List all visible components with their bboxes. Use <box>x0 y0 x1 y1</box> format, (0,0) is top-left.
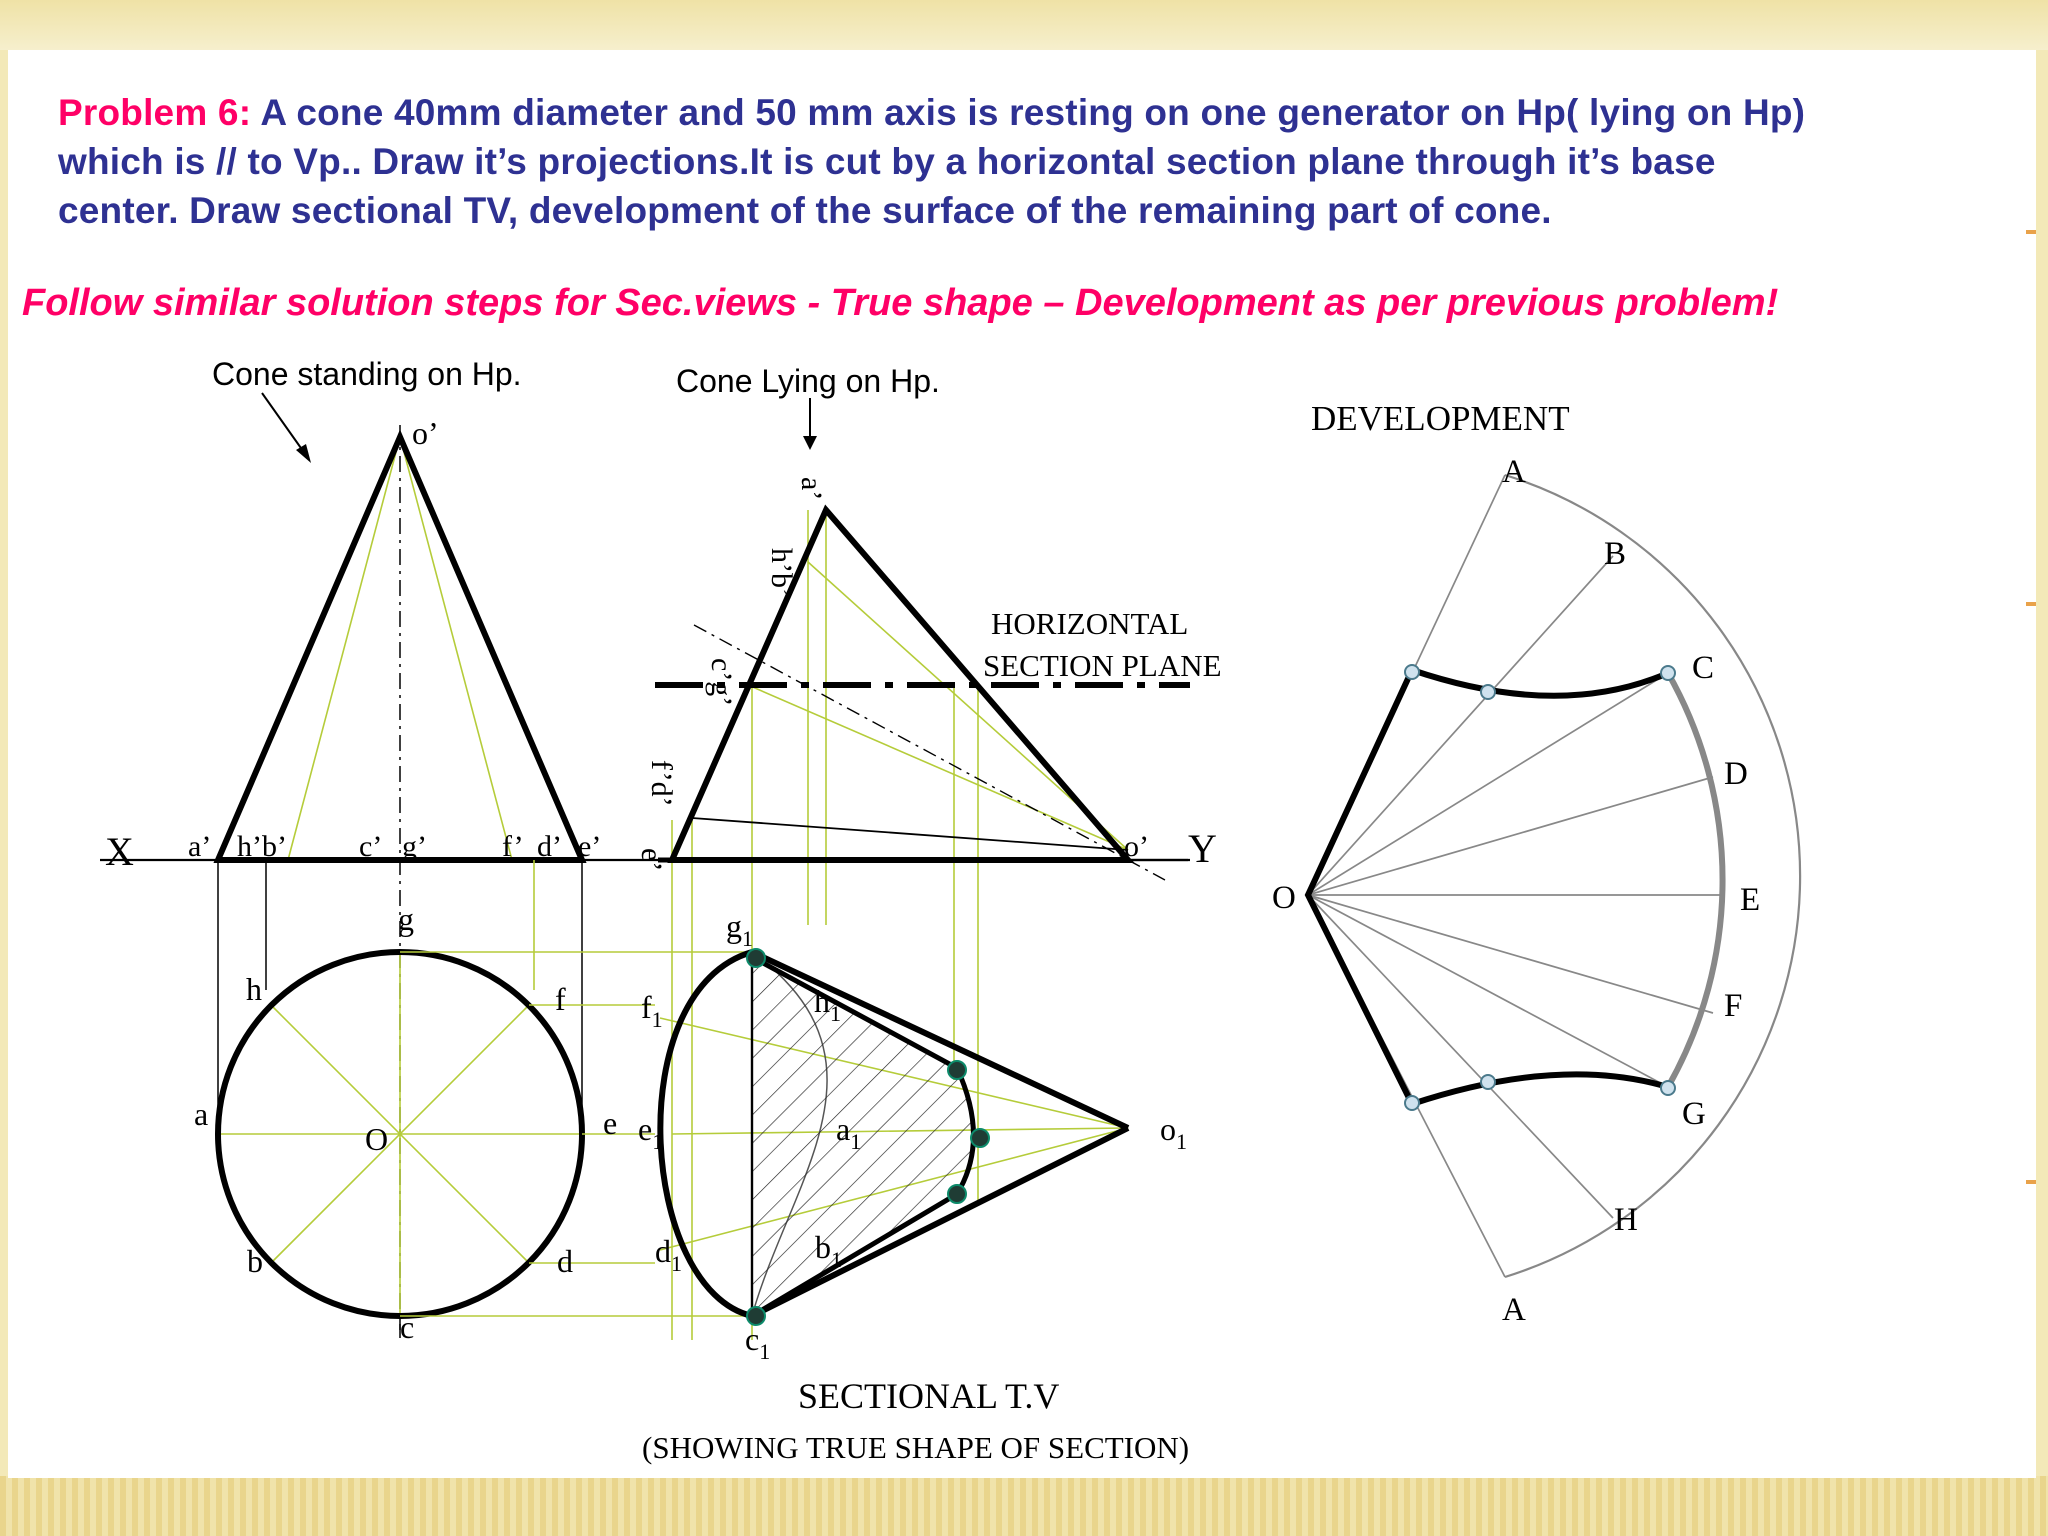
label-c1: $c_1$ <box>745 1321 771 1364</box>
dev-label-a-bottom: A <box>1502 1292 1526 1328</box>
sectional-tv-subtitle: (SHOWING TRUE SHAPE OF SECTION) <box>642 1430 1190 1465</box>
label-g-dash: g’ <box>402 830 427 863</box>
dev-label-g: G <box>1682 1096 1706 1132</box>
standing-caption: Cone standing on Hp. <box>212 356 522 392</box>
label-a-dash: a’ <box>188 830 212 863</box>
dev-label-e: E <box>1740 882 1761 918</box>
plane-label-1: HORIZONTAL <box>991 606 1189 641</box>
label-b: b <box>247 1243 263 1279</box>
label-c: c <box>400 1309 415 1345</box>
label-f1: $f_1$ <box>641 989 663 1032</box>
label-lying-fd-dash: f’d’ <box>645 760 678 807</box>
label-lying-o-dash: o’ <box>1124 830 1149 863</box>
lying-cone-view <box>655 398 1190 1330</box>
lying-caption: Cone Lying on Hp. <box>676 363 940 399</box>
label-o1: $o_1$ <box>1160 1111 1187 1154</box>
label-a1: $a_1$ <box>836 1111 862 1154</box>
label-x: X <box>105 829 134 874</box>
dev-label-f: F <box>1724 988 1743 1024</box>
label-f-dash: f’ <box>502 830 524 863</box>
label-lying-cg-dash: c’g’ <box>705 658 738 707</box>
dev-label-o: O <box>1272 880 1296 916</box>
label-y: Y <box>1188 826 1217 871</box>
dev-label-a-top: A <box>1502 454 1526 490</box>
development-view <box>1308 475 1800 1277</box>
label-lying-a-dash: a’ <box>795 477 828 501</box>
standing-labels <box>105 356 617 1345</box>
label-h1: $h_1$ <box>814 983 841 1026</box>
problem-line-3: center. Draw sectional TV, development of the surface of the remaining part of cone. <box>58 190 1552 231</box>
label-c-dash: c’ <box>359 830 383 863</box>
problem-line-1: A cone 40mm diameter and 50 mm axis is resting on one generator on Hp( lying on Hp) <box>251 92 1806 133</box>
label-lying-hb-dash: h’b’ <box>765 548 798 598</box>
label-h: h <box>246 971 262 1007</box>
label-b1: $b_1$ <box>815 1229 842 1272</box>
label-o-centre: O <box>365 1121 389 1157</box>
sectional-tv-title: SECTIONAL T.V <box>798 1376 1060 1416</box>
label-lying-e-dash: e’ <box>635 848 668 872</box>
dev-label-d: D <box>1724 756 1748 792</box>
development-title: DEVELOPMENT <box>1311 399 1570 438</box>
instruction-text: Follow similar solution steps for Sec.views - True shape – Development as per previous problem! <box>22 282 1779 324</box>
label-o-dash: o’ <box>412 415 439 451</box>
label-d-dash: d’ <box>537 830 562 863</box>
dev-label-h: H <box>1614 1202 1638 1238</box>
label-e: e <box>603 1105 618 1141</box>
label-e1: $e_1$ <box>638 1111 664 1154</box>
plane-label-2: SECTION PLANE <box>983 648 1222 683</box>
label-d: d <box>557 1243 573 1279</box>
dev-label-c: C <box>1692 650 1715 686</box>
label-a: a <box>194 1096 209 1132</box>
label-d1: $d_1$ <box>655 1233 682 1276</box>
dev-label-b: B <box>1604 536 1627 572</box>
label-hb-dash: h’b’ <box>237 830 287 863</box>
problem-title: Problem 6: <box>58 92 252 133</box>
label-g1: $g_1$ <box>726 908 753 951</box>
label-f: f <box>555 981 566 1017</box>
label-g: g <box>398 901 414 937</box>
label-e-dash: e’ <box>578 830 602 863</box>
development-labels <box>1272 399 1760 1328</box>
problem-line-2: which is // to Vp.. Draw it’s projections.It is cut by a horizontal section plane through it’s base <box>58 141 1716 182</box>
